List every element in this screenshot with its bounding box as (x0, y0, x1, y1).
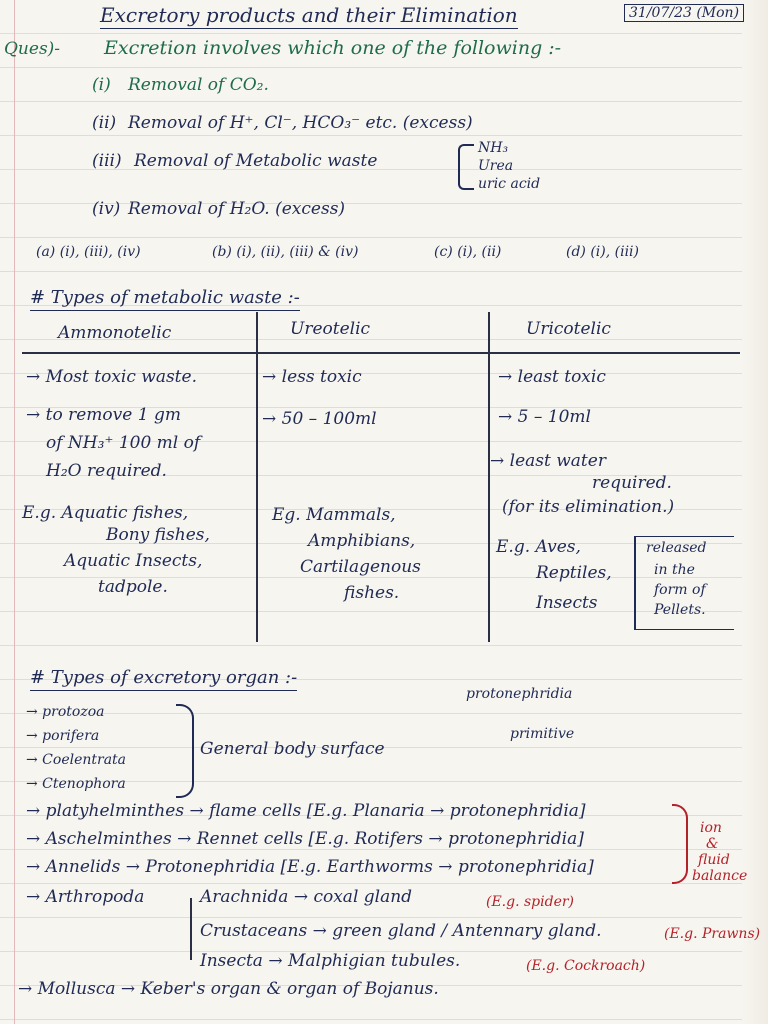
ammono-line-5: E.g. Aquatic fishes, (22, 503, 189, 523)
example-cockroach: (E.g. Cockroach) (526, 958, 646, 974)
option-1-num: (i) (92, 75, 111, 95)
organ-row-annelids: → Annelids → Protonephridia [E.g. Earthworms → protonephridia] (26, 857, 594, 877)
urico-line-7: Reptiles, (536, 563, 612, 583)
option-4-text: Removal of H₂O. (excess) (128, 199, 346, 219)
example-prawns: (E.g. Prawns) (664, 926, 761, 942)
option-1-text: Removal of CO₂. (128, 75, 269, 95)
question-text: Excretion involves which one of the following :- (104, 37, 562, 59)
urico-line-6: E.g. Aves, (496, 537, 581, 557)
urico-line-2: → 5 – 10ml (498, 407, 591, 427)
answer-a: (a) (i), (iii), (iv) (36, 244, 141, 260)
page-date: 31/07/23 (Mon) (624, 4, 744, 22)
organ-row-aschelminthes: → Aschelminthes → Rennet cells [E.g. Rotifers → protonephridia] (26, 829, 584, 849)
waste-nh3: NH₃ (478, 140, 509, 156)
proto-note: protonephridia (466, 686, 573, 702)
example-spider: (E.g. spider) (486, 894, 575, 910)
ammono-line-4: H₂O required. (46, 461, 167, 481)
option-2-num: (ii) (92, 113, 117, 133)
col-ureotelic: Ureotelic (290, 319, 371, 339)
ureo-line-4: Amphibians, (308, 531, 416, 551)
urico-line-4: required. (592, 473, 672, 493)
pellets-line-4: Pellets. (654, 602, 706, 618)
mollusca-row: → Mollusca → Keber's organ & organ of Bojanus. (18, 979, 439, 999)
option-3-num: (iii) (92, 151, 122, 171)
arthropoda-tree-line (190, 898, 192, 960)
ureo-line-6: fishes. (344, 583, 400, 603)
ammono-line-2: → to remove 1 gm (26, 405, 181, 425)
side-note-4: balance (692, 868, 748, 884)
urico-line-1: → least toxic (498, 367, 606, 387)
general-group-brace (176, 704, 194, 798)
ammono-line-7: Aquatic Insects, (64, 551, 203, 571)
ammono-line-3: of NH₃⁺ 100 ml of (46, 433, 201, 453)
table-divider-1 (256, 312, 258, 642)
ureo-line-2: → 50 – 100ml (262, 409, 377, 429)
side-note-3: fluid (698, 852, 730, 868)
pellets-line-3: form of (654, 582, 706, 598)
arthropoda-label: → Arthropoda (26, 887, 145, 907)
waste-brace (458, 144, 474, 190)
arthropoda-crustaceans: Crustaceans → green gland / Antennary gland. (200, 921, 602, 941)
arthropoda-insecta: Insecta → Malphigian tubules. (200, 951, 461, 971)
margin-line (14, 0, 15, 1024)
ammono-line-1: → Most toxic waste. (26, 367, 197, 387)
organ-row-platyhelminthes: → platyhelminthes → flame cells [E.g. Planaria → protonephridia] (26, 801, 586, 821)
ion-balance-brace (672, 804, 688, 884)
ureo-line-3: Eg. Mammals, (272, 505, 396, 525)
ureo-line-1: → less toxic (262, 367, 362, 387)
table-divider-2 (488, 312, 490, 642)
question-label: Ques)- (4, 39, 61, 59)
urico-line-5: (for its elimination.) (502, 497, 675, 517)
pellets-line-1: released (646, 540, 707, 556)
group-protozoa: → protozoa (26, 704, 105, 720)
answer-c: (c) (i), (ii) (434, 244, 502, 260)
answer-b: (b) (i), (ii), (iii) & (iv) (212, 244, 359, 260)
waste-urea: Urea (478, 158, 514, 174)
ureo-line-5: Cartilagenous (300, 557, 421, 577)
pellets-line-2: in the (654, 562, 695, 578)
ammono-line-8: tadpole. (98, 577, 168, 597)
side-note-2: & (706, 836, 719, 852)
group-coelentrata: → Coelentrata (26, 752, 127, 768)
col-uricotelic: Uricotelic (526, 319, 611, 339)
arthropoda-arachnida: Arachnida → coxal gland (200, 887, 413, 907)
group-porifera: → porifera (26, 728, 100, 744)
option-2-text: Removal of H⁺, Cl⁻, HCO₃⁻ etc. (excess) (128, 113, 473, 133)
urico-line-3: → least water (490, 451, 606, 471)
option-4-num: (iv) (92, 199, 121, 219)
col-ammonotelic: Ammonotelic (58, 323, 172, 343)
metabolic-waste-heading: # Types of metabolic waste :- (30, 288, 300, 311)
answer-d: (d) (i), (iii) (566, 244, 639, 260)
table-header-rule (22, 352, 740, 354)
ammono-line-6: Bony fishes, (106, 525, 210, 545)
option-3-text: Removal of Metabolic waste (134, 151, 378, 171)
general-body-surface: General body surface (200, 739, 385, 759)
group-ctenophora: → Ctenophora (26, 776, 126, 792)
side-note-1: ion (700, 820, 722, 836)
waste-uric-acid: uric acid (478, 176, 541, 192)
urico-line-8: Insects (536, 593, 598, 613)
excretory-organ-heading: # Types of excretory organ :- (30, 668, 297, 691)
proto-sub: primitive (510, 726, 575, 742)
page-title: Excretory products and their Elimination (100, 3, 518, 27)
